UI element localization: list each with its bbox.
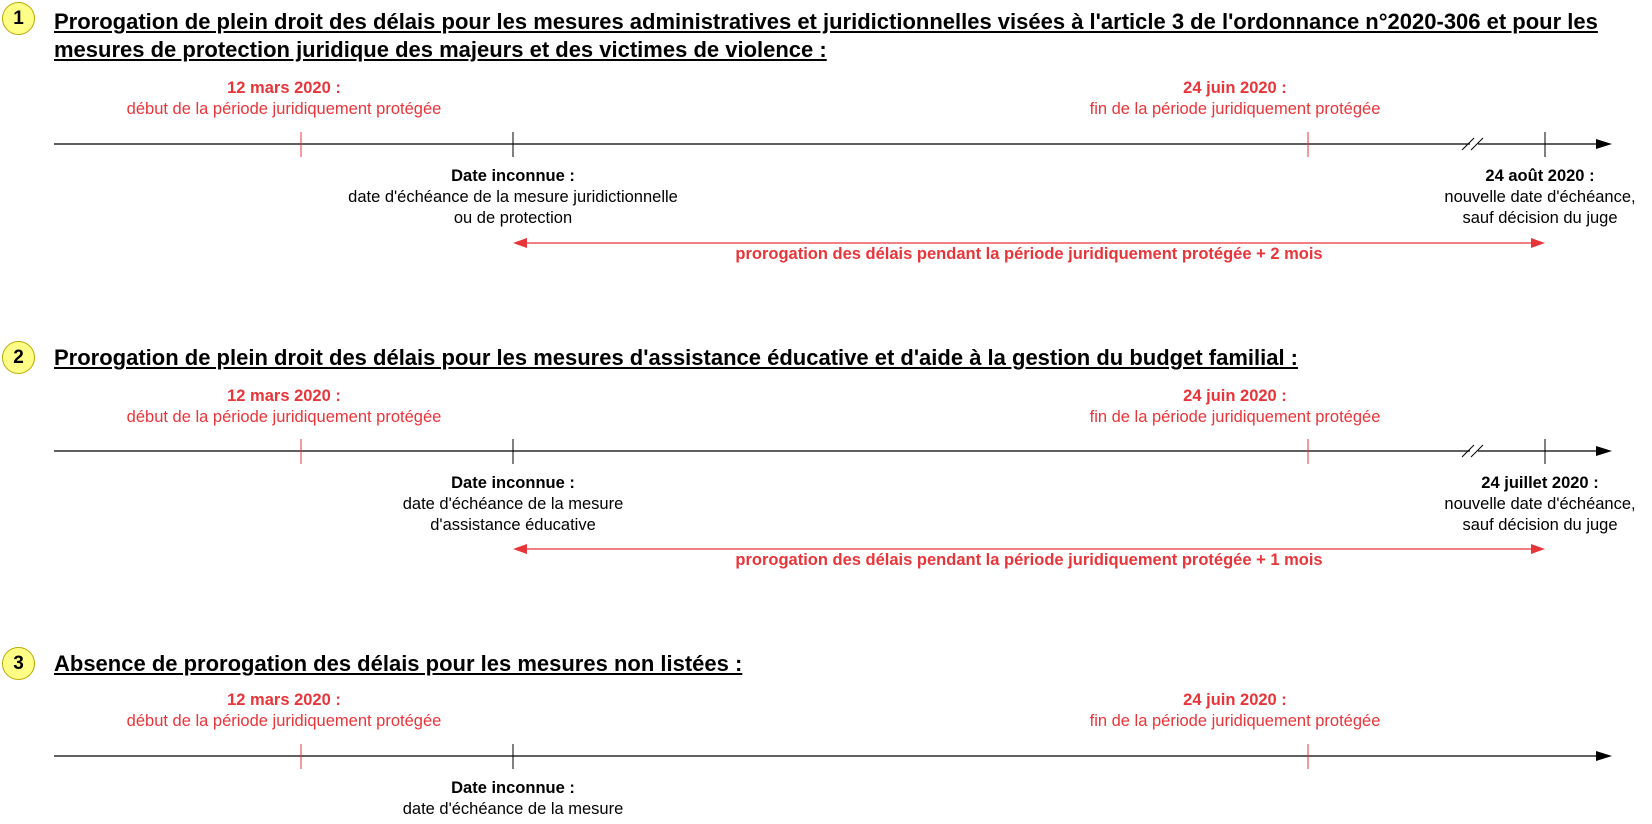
unknown-desc-line: date d'échéance de la mesure [402, 800, 624, 818]
section-title: Prorogation de plein droit des délais pour les mesures administratives et juridictionnelles visées à l'article 3 de l'ordonnance n°2020-306 et pour les mesures de protection juridique des majeurs et des victimes de violence : [54, 9, 1598, 62]
extension-label: prorogation des délais pendant la période juridiquement protégée + 2 mois [735, 245, 1323, 263]
section-2 [0, 340, 1652, 580]
unknown-date: Date inconnue : [451, 474, 575, 492]
unknown-desc-line: date d'échéance de la mesure juridictionnelle [348, 188, 678, 206]
deadline-label [1420, 166, 1652, 229]
section-number-badge: 1 [2, 2, 35, 35]
unknown-date-label [263, 778, 763, 820]
timeline-arrowhead [1596, 446, 1612, 456]
extension-label: prorogation des délais pendant la période juridiquement protégée + 1 mois [735, 551, 1323, 569]
end-date: 24 juin 2020 : [1183, 79, 1287, 97]
unknown-date: Date inconnue : [451, 779, 575, 797]
end-desc: fin de la période juridiquement protégée [1089, 712, 1381, 730]
timeline [0, 340, 1652, 580]
deadline-desc-line: nouvelle date d'échéance, [1444, 188, 1636, 206]
deadline-date: 24 juillet 2020 : [1481, 474, 1599, 492]
timeline-arrowhead [1596, 751, 1612, 761]
end-date: 24 juin 2020 : [1183, 387, 1287, 405]
start-desc: début de la période juridiquement protégée [126, 408, 442, 426]
section-3 [0, 645, 1652, 824]
deadline-desc-line: nouvelle date d'échéance, [1444, 495, 1636, 513]
timeline-arrowhead [1596, 139, 1612, 149]
extension-arrowhead-right [1531, 238, 1545, 248]
deadline-label [1420, 473, 1652, 536]
end-desc: fin de la période juridiquement protégée [1089, 100, 1381, 118]
extension-arrowhead-right [1531, 544, 1545, 554]
start-date: 12 mars 2020 : [227, 79, 341, 97]
deadline-desc-line: sauf décision du juge [1462, 209, 1618, 227]
timeline [0, 645, 1652, 824]
start-date: 12 mars 2020 : [227, 691, 341, 709]
start-date: 12 mars 2020 : [227, 387, 341, 405]
unknown-date-label [263, 166, 763, 229]
section-1 [0, 0, 1652, 290]
unknown-desc-line: ou de protection [453, 209, 573, 227]
section-title: Prorogation de plein droit des délais pour les mesures d'assistance éducative et d'aide à la gestion du budget familial : [54, 345, 1298, 370]
extension-arrowhead-left [513, 238, 527, 248]
unknown-date: Date inconnue : [451, 167, 575, 185]
start-desc: début de la période juridiquement protégée [126, 100, 442, 118]
section-number-badge: 2 [2, 341, 35, 374]
section-number-badge: 3 [2, 647, 35, 680]
unknown-desc-line: d'assistance éducative [430, 516, 596, 534]
unknown-desc-line: date d'échéance de la mesure [402, 495, 624, 513]
start-desc: début de la période juridiquement protégée [126, 712, 442, 730]
unknown-date-label [263, 473, 763, 536]
deadline-date: 24 août 2020 : [1485, 167, 1595, 185]
extension-arrowhead-left [513, 544, 527, 554]
end-desc: fin de la période juridiquement protégée [1089, 408, 1381, 426]
deadline-desc-line: sauf décision du juge [1462, 516, 1618, 534]
section-title: Absence de prorogation des délais pour les mesures non listées : [54, 651, 743, 676]
end-date: 24 juin 2020 : [1183, 691, 1287, 709]
